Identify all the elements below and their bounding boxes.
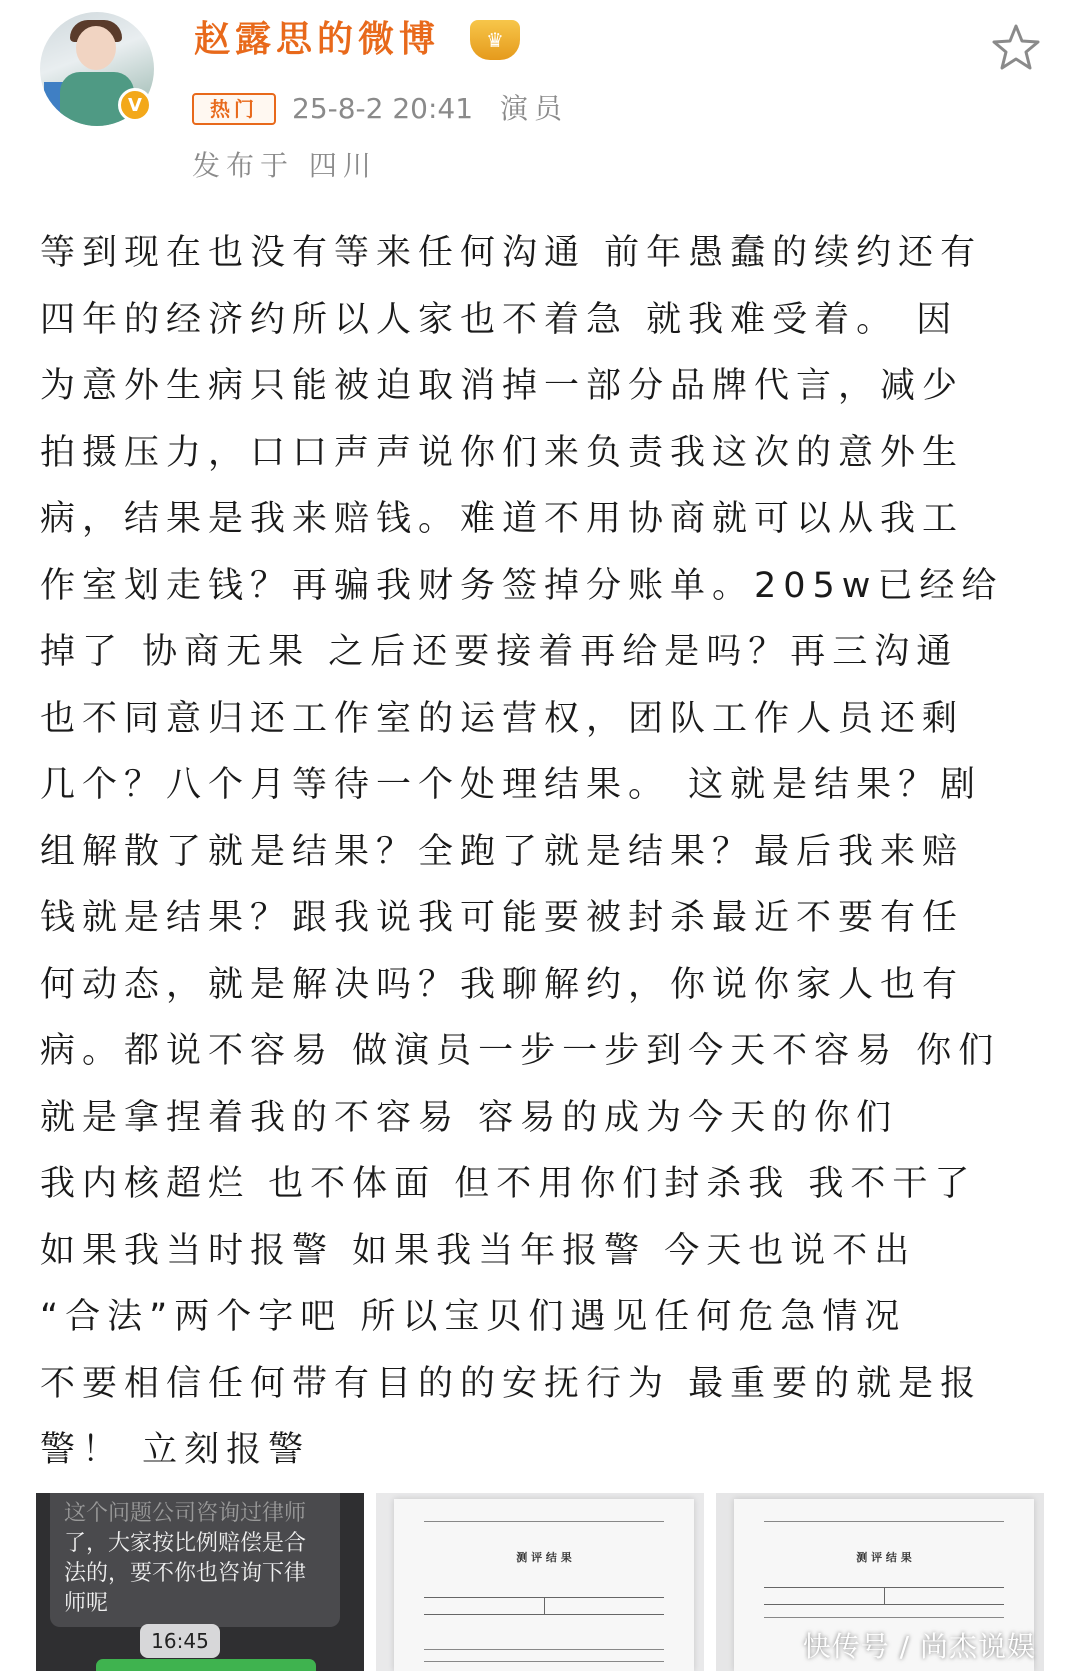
post-line: 作室划走钱？再骗我财务签掉分账单。205w已经给 [40,565,1004,606]
chat-line: 这个问题公司咨询过律师 [64,1501,307,1526]
post-line: 掉了 协商无果 之后还要接着再给是吗？再三沟通 [40,632,959,672]
chat-line: 师呢 [64,1591,109,1616]
post-line: 我内核超烂 也不体面 但不用你们封杀我 我不干了 [40,1164,977,1204]
document-title: 测 评 结 果 [856,1551,912,1564]
post-line: 几个？八个月等待一个处理结果。 这就是结果？剧 [40,765,983,805]
post-line: “合法”两个字吧 所以宝贝们遇见任何危急情况 [40,1297,907,1337]
post-line: 组解散了就是结果？全跑了就是结果？最后我来赔 [40,831,965,872]
hot-badge: 热门 [192,93,276,125]
verified-badge-icon: V [118,88,152,122]
post-line: 警！ 立刻报警 [40,1430,311,1470]
post-line: 也不同意归还工作室的运营权，团队工作人员还剩 [40,698,965,739]
post-line: 不要相信任何带有目的的安抚行为 最重要的就是报 [40,1363,983,1404]
image-thumbnail-document-2[interactable] [716,1493,1044,1671]
chat-time: 16:45 [140,1624,220,1658]
avatar-face [76,26,116,70]
post-line: 就是拿捏着我的不容易 容易的成为今天的你们 [40,1097,899,1138]
post-location: 发布于 四川 [192,149,377,182]
post-line: 等到现在也没有等来任何沟通 前年愚蠢的续约还有 [40,233,983,273]
post-line: 何动态，就是解决吗？我聊解约，你说你家人也有 [40,964,965,1005]
green-button-shape [96,1659,316,1671]
post-line: 病，结果是我来赔钱。难道不用协商就可以从我工 [40,499,965,539]
post-line: 为意外生病只能被迫取消掉一部分品牌代言，减少 [40,366,965,406]
post-header [0,0,1080,190]
crown-badge-icon: ♛ [470,20,520,60]
chat-line: 了，大家按比例赔偿是合 [64,1531,307,1556]
document-table [424,1597,664,1615]
image-grid [36,1493,1044,1671]
chat-line: 法的，要不你也咨询下律 [64,1561,307,1586]
post-line: 拍摄压力，口口声声说你们来负责我这次的意外生 [40,432,965,473]
username[interactable]: 赵露思的微博 [194,19,441,60]
document-rule [424,1649,664,1650]
post-text [40,220,1050,1484]
document-rule [764,1521,1004,1522]
post-line: 如果我当时报警 如果我当年报警 今天也说不出 [40,1230,917,1271]
document-title: 测 评 结 果 [516,1551,572,1564]
document-table [764,1587,1004,1605]
document-paper [394,1499,694,1671]
post-line: 钱就是结果？跟我说我可能要被封杀最近不要有任 [40,898,965,938]
image-thumbnail-document-1[interactable] [376,1493,704,1671]
author-role: 演员 [500,92,569,125]
post-timestamp: 25-8-2 20:41 [292,92,474,125]
star-icon[interactable] [990,22,1042,74]
image-thumbnail-chat[interactable] [36,1493,364,1671]
watermark: 快传号 / 尚杰说娱 [802,1630,1036,1663]
document-rule [764,1617,1004,1618]
document-rule [424,1521,664,1522]
post-line: 病。都说不容易 做演员一步一步到今天不容易 你们 [40,1031,1001,1071]
document-rule [424,1661,664,1662]
post-line: 四年的经济约所以人家也不着急 就我难受着。 因 [40,299,959,340]
